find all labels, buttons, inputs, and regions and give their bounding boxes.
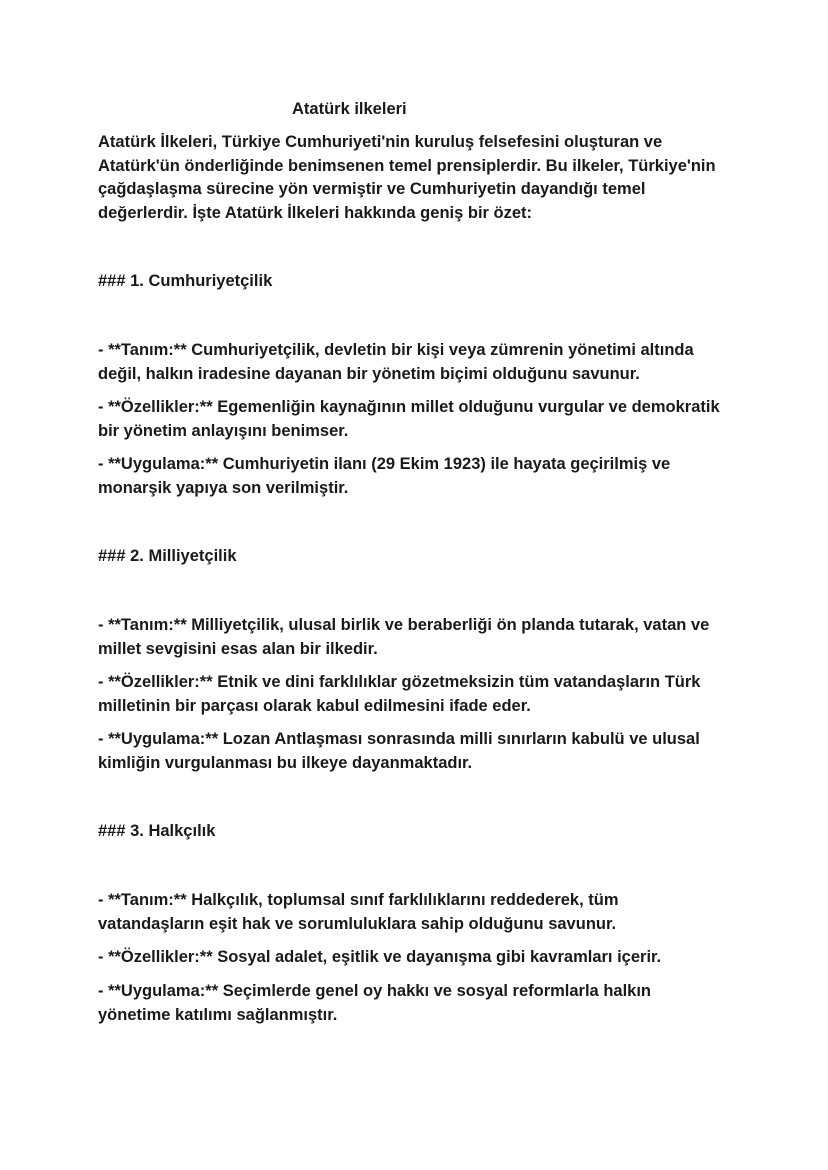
item-line: - **Uygulama:** Lozan Antlaşması sonrasında milli sınırların kabulü ve ulusal (98, 730, 700, 748)
intro-line: Atatürk İlkeleri, Türkiye Cumhuriyeti'nin kuruluş felsefesini oluşturan ve (98, 133, 663, 151)
item-line: vatandaşların eşit hak ve sorumluluklara sahip olduğunu savunur. (98, 914, 617, 933)
intro-line: çağdaşlaşma sürecine yön vermiştir ve Cumhuriyetin dayandığı temel (98, 180, 646, 198)
item-line: kimliğin vurgulanması bu ilkeye dayanmaktadır. (98, 753, 473, 772)
item-line: - **Özellikler:** Egemenliğin kaynağının millet olduğunu vurgular ve demokratik (98, 398, 720, 416)
list-item-tanim (98, 889, 748, 936)
item-line: milletinin bir parçası olarak kabul edilmesini ifade eder. (98, 696, 531, 715)
list-item-tanim (98, 339, 748, 386)
intro-paragraph (98, 131, 748, 225)
item-line: - **Tanım:** Cumhuriyetçilik, devletin bir kişi veya zümrenin yönetimi altında (98, 341, 694, 359)
item-line: - **Uygulama:** Seçimlerde genel oy hakkı ve sosyal reformlarla halkın (98, 982, 651, 1000)
item-line: - **Tanım:** Halkçılık, toplumsal sınıf farklılıklarını reddederek, tüm (98, 891, 619, 909)
list-item-uygulama (98, 453, 748, 500)
item-line: - **Tanım:** Milliyetçilik, ulusal birlik ve beraberliği ön planda tutarak, vatan ve (98, 616, 710, 634)
list-item-ozellikler (98, 671, 748, 718)
item-line: monarşik yapıya son verilmiştir. (98, 478, 349, 497)
section-milliyetcilik (98, 545, 748, 772)
item-line: - **Özellikler:** Sosyal adalet, eşitlik ve dayanışma gibi kavramları içerir. (98, 948, 662, 966)
section-heading: ### 3. Halkçılık (98, 822, 216, 840)
item-line: millet sevgisini esas alan bir ilkedir. (98, 639, 378, 658)
section-heading: ### 2. Milliyetçilik (98, 547, 237, 565)
item-line: değil, halkın iradesine dayanan bir yönetim biçimi olduğunu savunur. (98, 364, 640, 383)
list-item-uygulama (98, 728, 748, 775)
item-line: - **Özellikler:** Etnik ve dini farklılıklar gözetmeksizin tüm vatandaşların Türk (98, 673, 701, 691)
list-item-uygulama (98, 980, 748, 1027)
intro-line: Atatürk'ün önderliğinde benimsenen temel prensiplerdir. Bu ilkeler, Türkiye'nin (98, 156, 716, 175)
item-line: - **Uygulama:** Cumhuriyetin ilanı (29 Ekim 1923) ile hayata geçirilmiş ve (98, 455, 671, 473)
section-halkcilik (98, 820, 748, 1024)
list-item-tanim (98, 614, 748, 661)
list-item-ozellikler (98, 946, 748, 970)
item-line: bir yönetim anlayışını benimser. (98, 421, 349, 440)
intro-line: değerlerdir. İşte Atatürk İlkeleri hakkında geniş bir özet: (98, 203, 533, 222)
document-title: Atatürk ilkeleri (292, 100, 407, 118)
section-cumhuriyetcilik (98, 270, 748, 497)
list-item-ozellikler (98, 396, 748, 443)
item-line: yönetime katılımı sağlanmıştır. (98, 1005, 338, 1024)
section-heading: ### 1. Cumhuriyetçilik (98, 272, 273, 290)
